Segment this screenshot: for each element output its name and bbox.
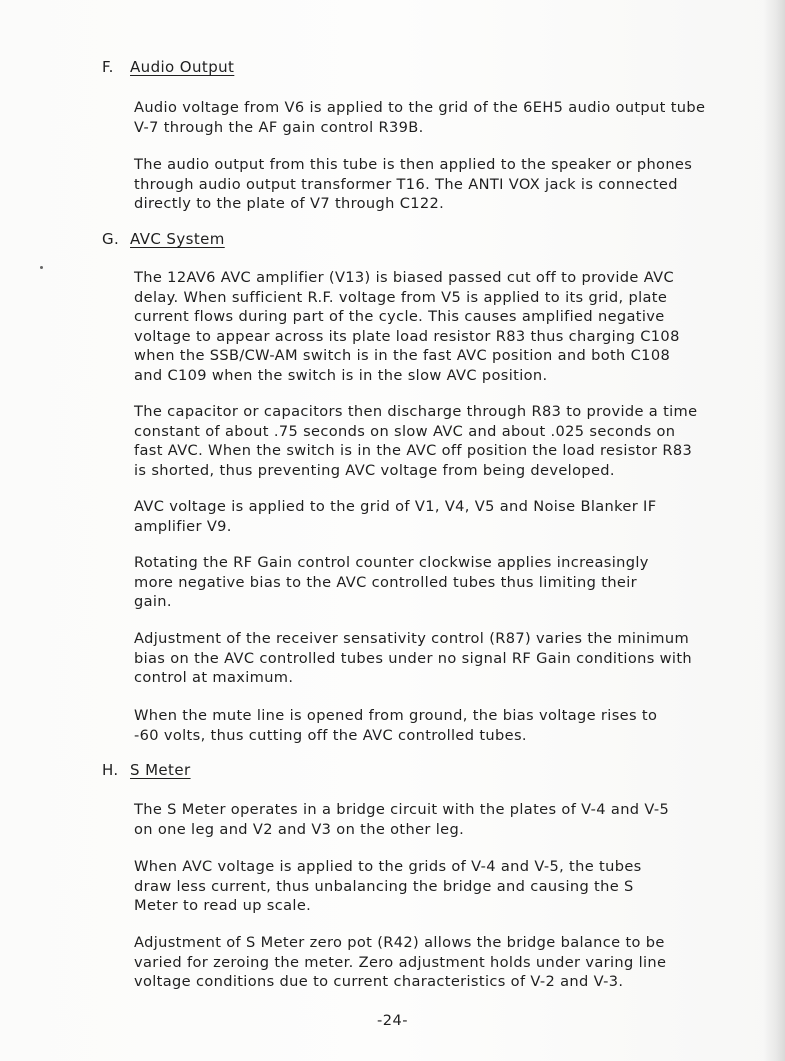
paragraph: The audio output from this tube is then applied to the speaker or phones through audio output transformer T16. The ANTI VOX jack is connected directly to the plate of V7 through C122. (134, 156, 693, 213)
paragraph: The 12AV6 AVC amplifier (V13) is biased passed cut off to provide AVC delay. When sufficient R.F. voltage from V5 is applied to its grid, plate current flows during part of the cycle. This causes amplified negative voltage to appear across its plate load resistor R83 thus charging C108 when the SSB/CW-AM switch is in the fast AVC position and both C108 and C109 when the switch is in the slow AVC position. (134, 269, 680, 384)
section-letter: H. (102, 761, 119, 779)
section-letter: G. (102, 230, 120, 248)
page-edge-shadow (763, 0, 785, 1061)
section-title: AVC System (130, 230, 225, 248)
section-heading-s-meter (102, 761, 191, 779)
section-letter: F. (102, 58, 114, 76)
paragraph: AVC voltage is applied to the grid of V1, V4, V5 and Noise Blanker IF amplifier V9. (134, 498, 657, 535)
paragraph: The capacitor or capacitors then discharge through R83 to provide a time constant of about .75 seconds on slow AVC and about .025 seconds on fast AVC. When the switch is in the AVC off position the load resistor R83 is shorted, thus preventing AVC voltage from being developed. (134, 403, 698, 479)
paragraph: Adjustment of the receiver sensativity control (R87) varies the minimum bias on the AVC controlled tubes under no signal RF Gain conditions with control at maximum. (134, 630, 692, 687)
section-title: Audio Output (130, 58, 235, 76)
paragraph: Audio voltage from V6 is applied to the grid of the 6EH5 audio output tube V-7 through the AF gain control R39B. (134, 99, 706, 136)
stray-mark (40, 266, 43, 269)
paragraph: When the mute line is opened from ground, the bias voltage rises to -60 volts, thus cutting off the AVC controlled tubes. (134, 707, 658, 744)
paragraph: When AVC voltage is applied to the grids of V-4 and V-5, the tubes draw less current, thus unbalancing the bridge and causing the S Meter to read up scale. (134, 858, 642, 915)
page-number: -24- (376, 1012, 409, 1029)
paragraph: Rotating the RF Gain control counter clockwise applies increasingly more negative bias to the AVC controlled tubes thus limiting their gain. (134, 554, 649, 611)
paragraph: Adjustment of S Meter zero pot (R42) allows the bridge balance to be varied for zeroing the meter. Zero adjustment holds under varing line voltage conditions due to current characteristics of V-2 and V-3. (134, 934, 667, 991)
paragraph: The S Meter operates in a bridge circuit with the plates of V-4 and V-5 on one leg and V2 and V3 on the other leg. (134, 801, 670, 838)
section-title: S Meter (130, 761, 191, 779)
section-heading-audio-output (102, 58, 234, 76)
section-heading-avc-system (102, 230, 225, 248)
